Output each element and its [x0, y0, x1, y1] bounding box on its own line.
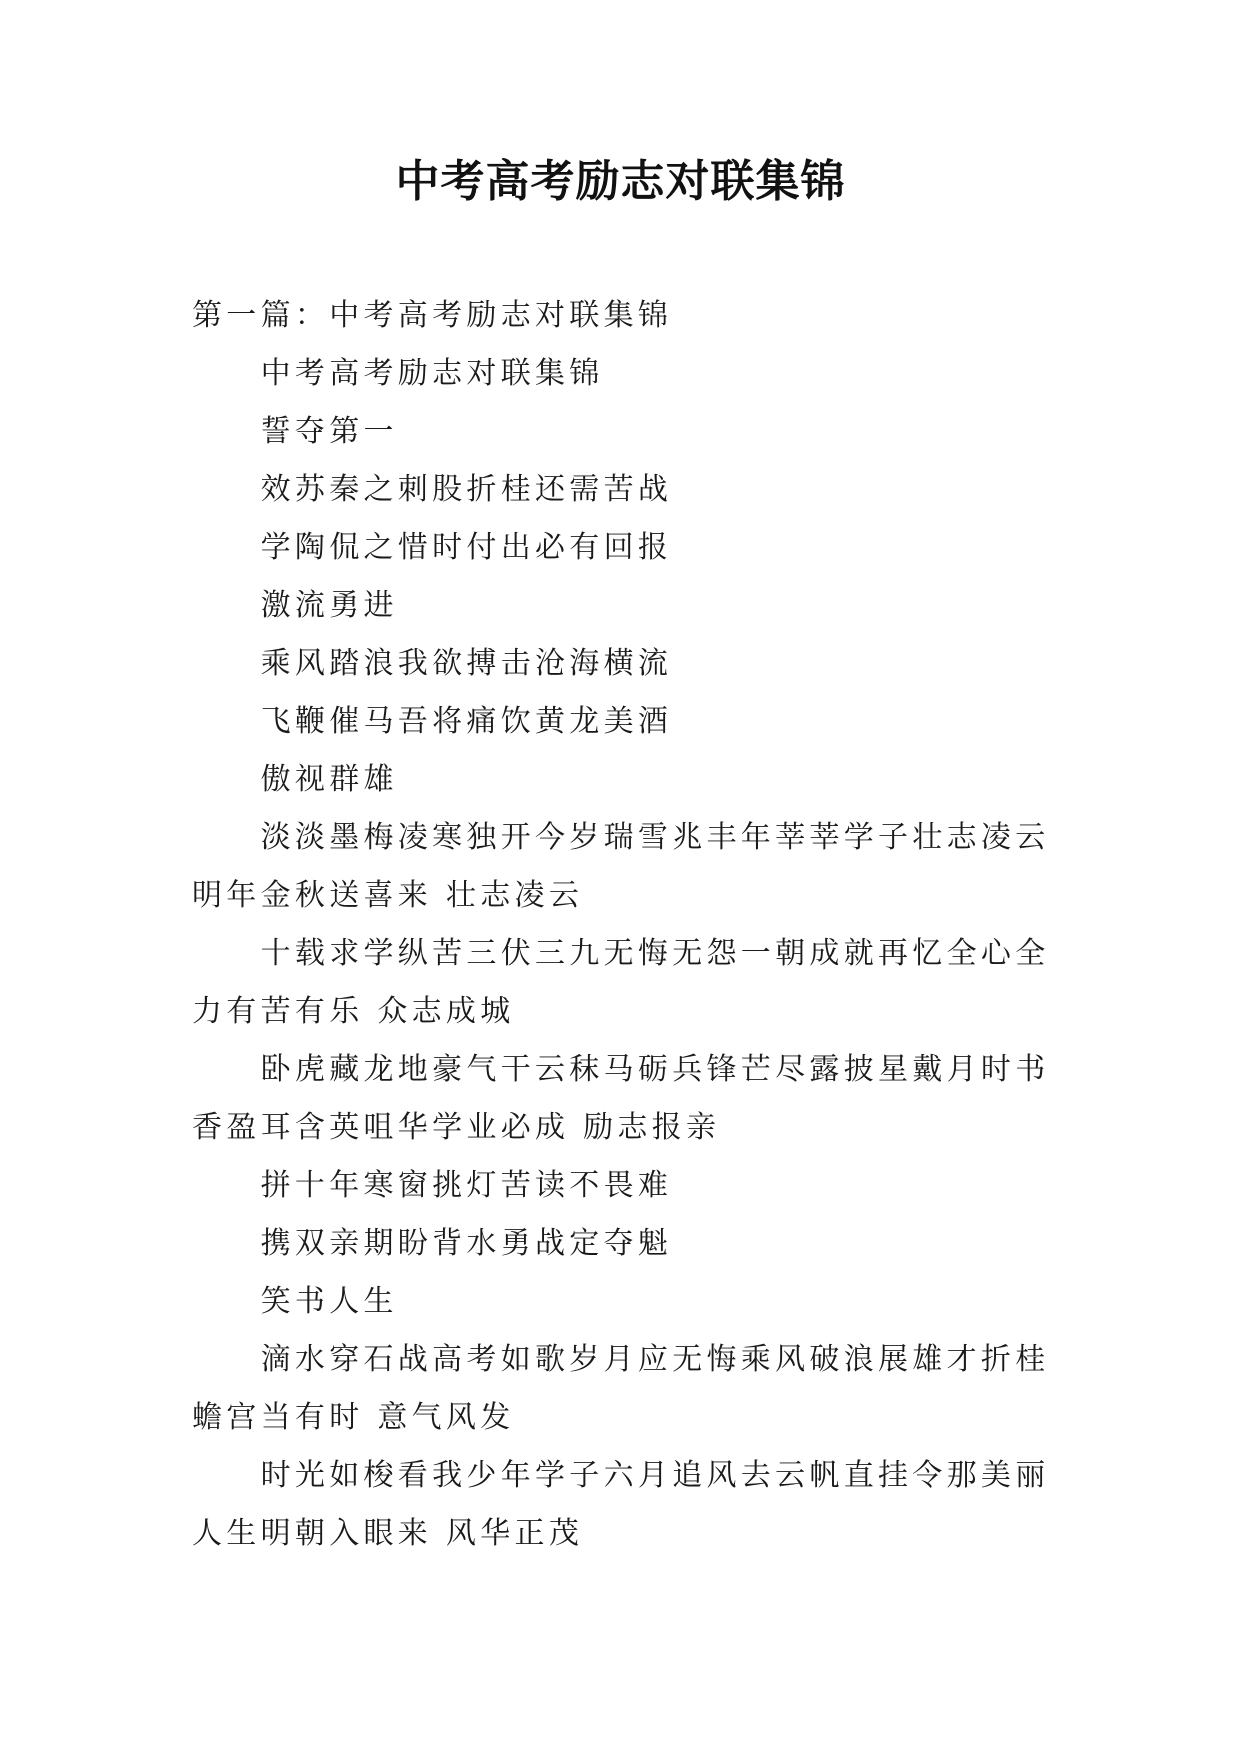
couplet-paragraph: 滴水穿石战高考如歌岁月应无悔乘风破浪展雄才折桂蟾宫当有时 意气风发	[192, 1342, 1050, 1435]
couplet-paragraph: 十载求学纵苦三伏三九无悔无怨一朝成就再忆全心全力有苦有乐 众志成城	[192, 936, 1050, 1029]
couplet-line: 拼十年寒窗挑灯苦读不畏难	[260, 1168, 673, 1203]
couplet-paragraph: 时光如梭看我少年学子六月追风去云帆直挂令那美丽人生明朝入眼来 风华正茂	[192, 1458, 1050, 1551]
document-title: 中考高考励志对联集锦	[395, 156, 846, 207]
couplet-line: 携双亲期盼背水勇战定夺魁	[260, 1226, 673, 1261]
couplet-paragraph: 卧虎藏龙地豪气干云秣马砺兵锋芒尽露披星戴月时书香盈耳含英咀华学业必成 励志报亲	[192, 1052, 1050, 1145]
section-heading: 第一篇：中考高考励志对联集锦	[192, 298, 673, 333]
couplet-line: 飞鞭催马吾将痛饮黄龙美酒	[260, 704, 673, 739]
couplet-heading: 傲视群雄	[260, 762, 398, 797]
couplet-line: 效苏秦之刺股折桂还需苦战	[260, 472, 673, 507]
couplet-line: 学陶侃之惜时付出必有回报	[260, 530, 673, 565]
couplet-line: 乘风踏浪我欲搏击沧海横流	[260, 646, 673, 681]
subtitle: 中考高考励志对联集锦	[260, 356, 604, 391]
couplet-heading: 誓夺第一	[260, 414, 398, 449]
couplet-heading: 笑书人生	[260, 1284, 398, 1319]
couplet-paragraph: 淡淡墨梅凌寒独开今岁瑞雪兆丰年莘莘学子壮志凌云明年金秋送喜来 壮志凌云	[192, 820, 1050, 913]
document-body	[192, 287, 1052, 1563]
couplet-heading: 激流勇进	[260, 588, 398, 623]
